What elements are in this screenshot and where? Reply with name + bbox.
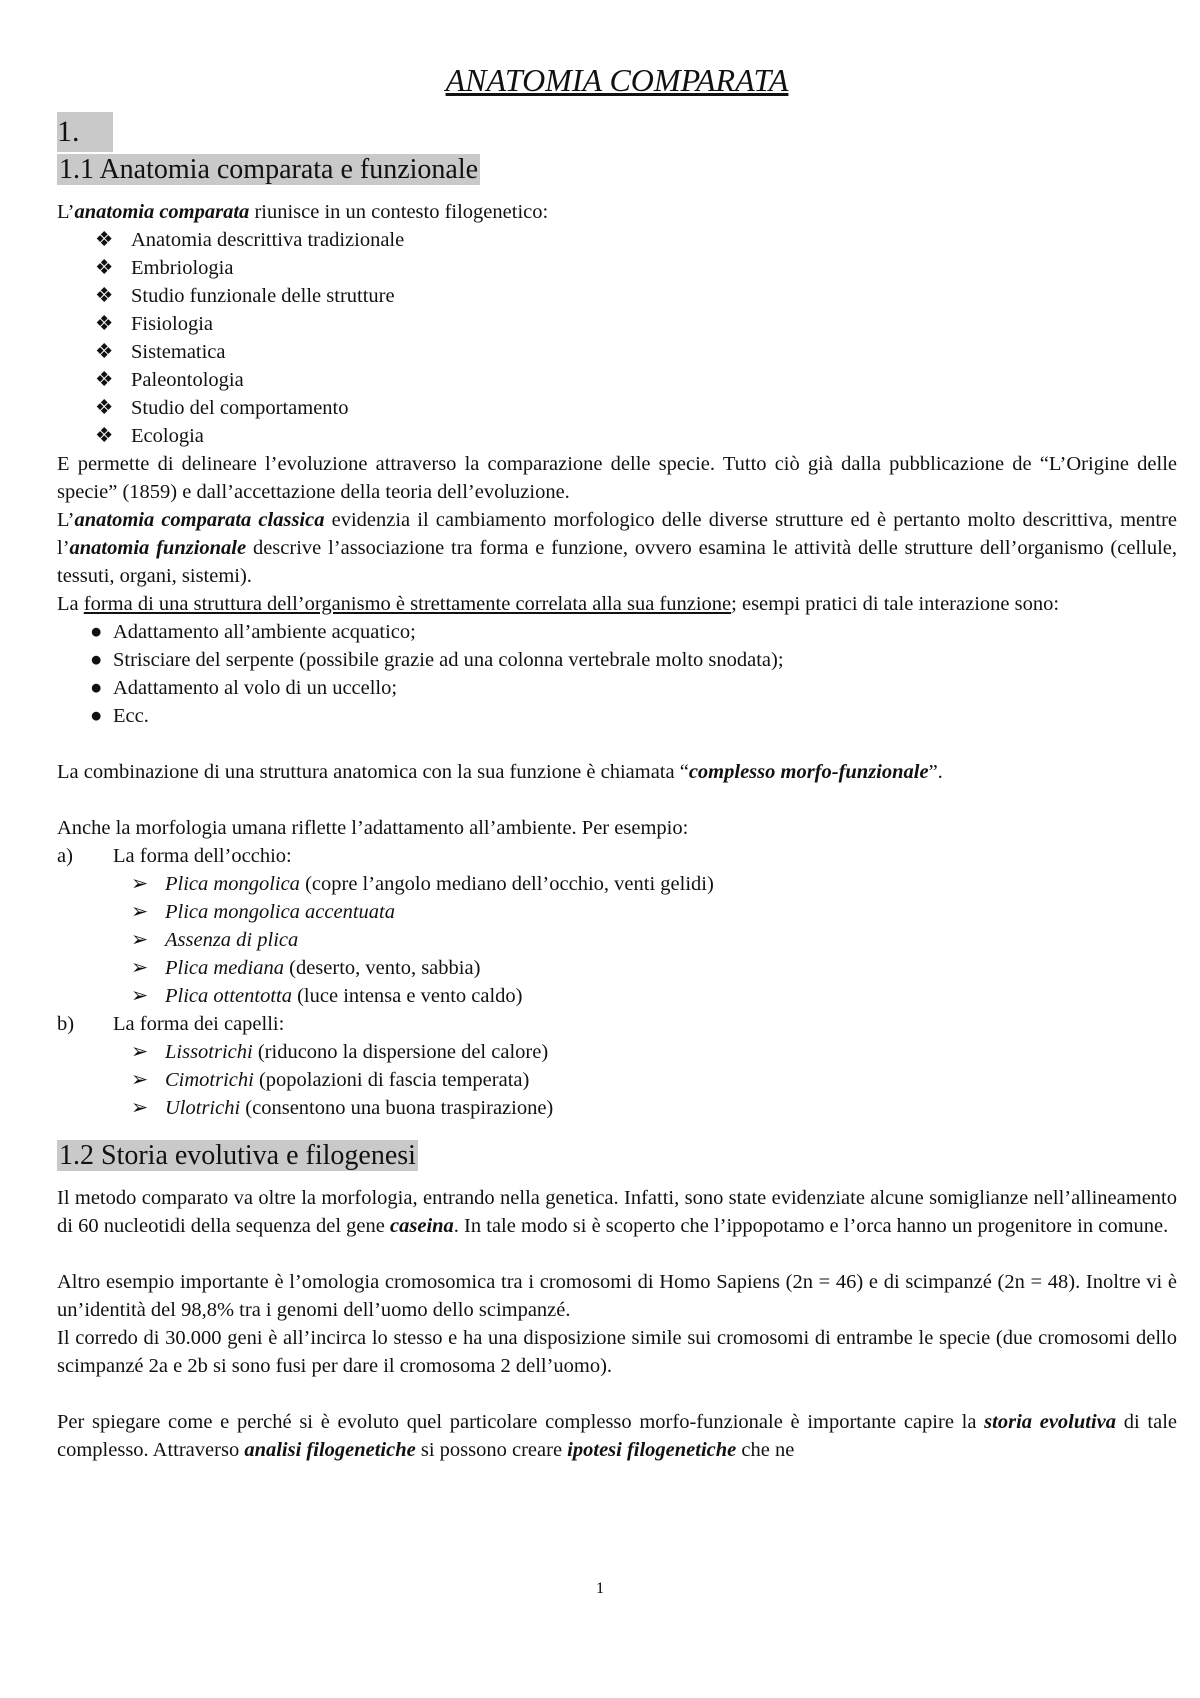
list-item	[57, 282, 1177, 310]
list-item-text: Ecologia	[131, 425, 204, 447]
evolution-paragraph: E permette di delineare l’evoluzione attraverso la comparazione delle specie. Tutto ciò già dalla pubblicazione de “L’Origine delle specie” (1859) e dall’accettazione della teoria dell’evoluzione.	[57, 453, 1177, 503]
text-run: si possono creare	[415, 1439, 568, 1461]
bold-term: anatomia comparata classica	[74, 509, 325, 531]
list-item	[57, 1038, 1177, 1066]
examples-list	[57, 618, 1177, 730]
text-run: descrive l’associazione tra forma e funzione, ovvero esamina le attività delle strutture dell’organismo (cellule, tessuti, organi, sistemi).	[57, 537, 1177, 587]
text-run: ”.	[928, 761, 943, 783]
text-run: di tale complesso. Attraverso	[57, 1411, 1177, 1461]
diamond-bullet-icon: ❖	[95, 229, 114, 251]
group-a-heading	[57, 842, 1177, 870]
dot-bullet-icon: ●	[90, 677, 103, 699]
text-run: ; esempi pratici di tale interazione sono:	[731, 593, 1060, 615]
text-run: (luce intensa e vento caldo)	[291, 985, 523, 1007]
text-run: (copre l’angolo mediano dell’occhio, venti gelidi)	[299, 873, 714, 895]
bold-term: complesso morfo-funzionale	[688, 761, 929, 783]
arrow-bullet-icon: ➢	[131, 957, 149, 979]
italic-term: Plica mediana	[165, 957, 284, 979]
list-item-text: Studio funzionale delle strutture	[131, 285, 395, 307]
list-item	[57, 394, 1177, 422]
chapter-number	[57, 112, 1177, 152]
list-item	[57, 310, 1177, 338]
chromosome-paragraph: Altro esempio importante è l’omologia cromosomica tra i cromosomi di Homo Sapiens (2n = 46) e di scimpanzé (2n = 48). Inoltre vi è un’identità del 98,8% tra i genomi dell’uomo dello scimpanzé.	[57, 1271, 1177, 1321]
arrow-bullet-icon: ➢	[131, 985, 149, 1007]
list-item	[57, 982, 1177, 1010]
italic-term: Ulotrichi	[165, 1097, 241, 1119]
text-run: (consentono una buona traspirazione)	[240, 1097, 554, 1119]
italic-term: Plica mongolica accentuata	[165, 901, 395, 923]
dot-bullet-icon: ●	[90, 649, 103, 671]
text-run: . In tale modo si è scoperto che l’ippopotamo e l’orca hanno un progenitore in comune.	[453, 1215, 1169, 1237]
dot-bullet-icon: ●	[90, 705, 103, 727]
intro-prefix: L’	[57, 201, 75, 223]
list-item	[57, 898, 1177, 926]
bold-term: anatomia funzionale	[69, 537, 247, 559]
italic-term: Plica mongolica	[165, 873, 300, 895]
arrow-bullet-icon: ➢	[131, 901, 149, 923]
bold-term: storia evolutiva	[984, 1411, 1117, 1433]
spacer	[57, 1122, 1177, 1138]
text-run: Il metodo comparato va oltre la morfologia, entrando nella genetica. Infatti, sono state evidenziate alcune somiglianze nell’allineamento di 60 nucleotidi della sequenza del gene	[57, 1187, 1177, 1237]
italic-term: Cimotrichi	[165, 1069, 254, 1091]
diamond-bullet-icon: ❖	[95, 285, 114, 307]
group-marker: b)	[57, 1013, 75, 1035]
list-item	[57, 646, 1177, 674]
group-marker: a)	[57, 845, 73, 867]
bold-term: ipotesi filogenetiche	[567, 1439, 737, 1461]
human-morphology-paragraph: Anche la morfologia umana riflette l’adattamento all’ambiente. Per esempio:	[57, 817, 689, 839]
document-page	[57, 60, 1177, 1464]
list-item-text: Paleontologia	[131, 369, 244, 391]
italic-term: Plica ottentotta	[165, 985, 292, 1007]
hair-shape-list	[57, 1038, 1177, 1122]
spacer	[57, 730, 1177, 758]
bold-term: analisi filogenetiche	[244, 1439, 416, 1461]
text-run: (riducono la dispersione del calore)	[252, 1041, 549, 1063]
list-item	[57, 926, 1177, 954]
spacer	[57, 786, 1177, 814]
evolutionary-history-paragraph	[57, 1408, 1177, 1464]
text-run: La combinazione di una struttura anatomica con la sua funzione è chiamata “	[57, 761, 689, 783]
section-heading-1-2-text: 1.2 Storia evolutiva e filogenesi	[59, 1140, 416, 1171]
text-run: (popolazioni di fascia temperata)	[253, 1069, 530, 1091]
dot-bullet-icon: ●	[90, 621, 103, 643]
text-run: La	[57, 593, 84, 615]
list-item	[57, 1066, 1177, 1094]
page-number: 1	[596, 1580, 604, 1597]
list-item	[57, 366, 1177, 394]
italic-term: Assenza di plica	[165, 929, 299, 951]
group-label: La forma dei capelli:	[113, 1013, 285, 1035]
italic-term: Lissotrichi	[165, 1041, 253, 1063]
section-heading-1-1-text: 1.1 Anatomia comparata e funzionale	[59, 154, 479, 185]
list-item-text: Strisciare del serpente (possibile grazie ad una colonna vertebrale molto snodata);	[113, 649, 784, 671]
arrow-bullet-icon: ➢	[131, 1069, 149, 1091]
diamond-bullet-icon: ❖	[95, 425, 114, 447]
underlined-text: forma di una struttura dell’organismo è strettamente correlata alla sua funzione	[83, 593, 732, 615]
list-item	[57, 338, 1177, 366]
list-item	[57, 1094, 1177, 1122]
intro-paragraph	[57, 198, 1177, 226]
diamond-bullet-icon: ❖	[95, 397, 114, 419]
list-item-text: Fisiologia	[131, 313, 214, 335]
genes-paragraph: Il corredo di 30.000 geni è all’incirca lo stesso e ha una disposizione simile sui cromosomi di entrambe le specie (due cromosomi dello scimpanzé 2a e 2b si sono fusi per dare il cromosoma 2 dell’uomo).	[57, 1327, 1177, 1377]
section-heading-1-2	[57, 1138, 1177, 1174]
casein-paragraph	[57, 1184, 1177, 1240]
text-run: evidenzia il cambiamento morfologico delle diverse strutture ed è pertanto molto descrittiva, mentre l’	[57, 509, 1178, 559]
list-item	[57, 954, 1177, 982]
intro-suffix: riunisce in un contesto filogenetico:	[249, 201, 549, 223]
chapter-number-text: 1.	[57, 112, 113, 152]
complex-definition-paragraph	[57, 758, 1177, 786]
document-title: ANATOMIA COMPARATA	[445, 62, 789, 98]
arrow-bullet-icon: ➢	[131, 1097, 149, 1119]
diamond-bullet-icon: ❖	[95, 313, 114, 335]
text-run: L’	[57, 509, 75, 531]
section-heading-1-1	[57, 152, 1177, 188]
text-run: (deserto, vento, sabbia)	[284, 957, 481, 979]
list-item	[57, 870, 1177, 898]
text-run: che ne	[736, 1439, 795, 1461]
eye-shape-list	[57, 870, 1177, 1010]
list-item-text: Adattamento al volo di un uccello;	[113, 677, 398, 699]
spacer	[57, 1240, 1177, 1268]
classic-vs-functional-paragraph	[57, 506, 1177, 590]
form-function-paragraph	[57, 590, 1177, 618]
list-item	[57, 226, 1177, 254]
list-item-text: Anatomia descrittiva tradizionale	[131, 229, 405, 251]
list-item-text: Embriologia	[131, 257, 234, 279]
diamond-bullet-icon: ❖	[95, 257, 114, 279]
diamond-bullet-icon: ❖	[95, 341, 114, 363]
spacer	[57, 1380, 1177, 1408]
arrow-bullet-icon: ➢	[131, 929, 149, 951]
list-item-text: Ecc.	[113, 705, 149, 727]
list-item-text: Adattamento all’ambiente acquatico;	[113, 621, 416, 643]
group-b-heading	[57, 1010, 1177, 1038]
text-run: Per spiegare come e perché si è evoluto quel particolare complesso morfo-funzionale è importante capire la	[57, 1411, 985, 1433]
list-item	[57, 618, 1177, 646]
list-item	[57, 254, 1177, 282]
group-label: La forma dell’occhio:	[113, 845, 292, 867]
arrow-bullet-icon: ➢	[131, 873, 149, 895]
list-item	[57, 422, 1177, 450]
list-item	[57, 702, 1177, 730]
disciplines-list	[57, 226, 1177, 450]
list-item-text: Studio del comportamento	[131, 397, 349, 419]
intro-bold-term: anatomia comparata	[74, 201, 250, 223]
arrow-bullet-icon: ➢	[131, 1041, 149, 1063]
list-item-text: Sistematica	[131, 341, 226, 363]
bold-term: caseina	[390, 1215, 454, 1237]
list-item	[57, 674, 1177, 702]
diamond-bullet-icon: ❖	[95, 369, 114, 391]
